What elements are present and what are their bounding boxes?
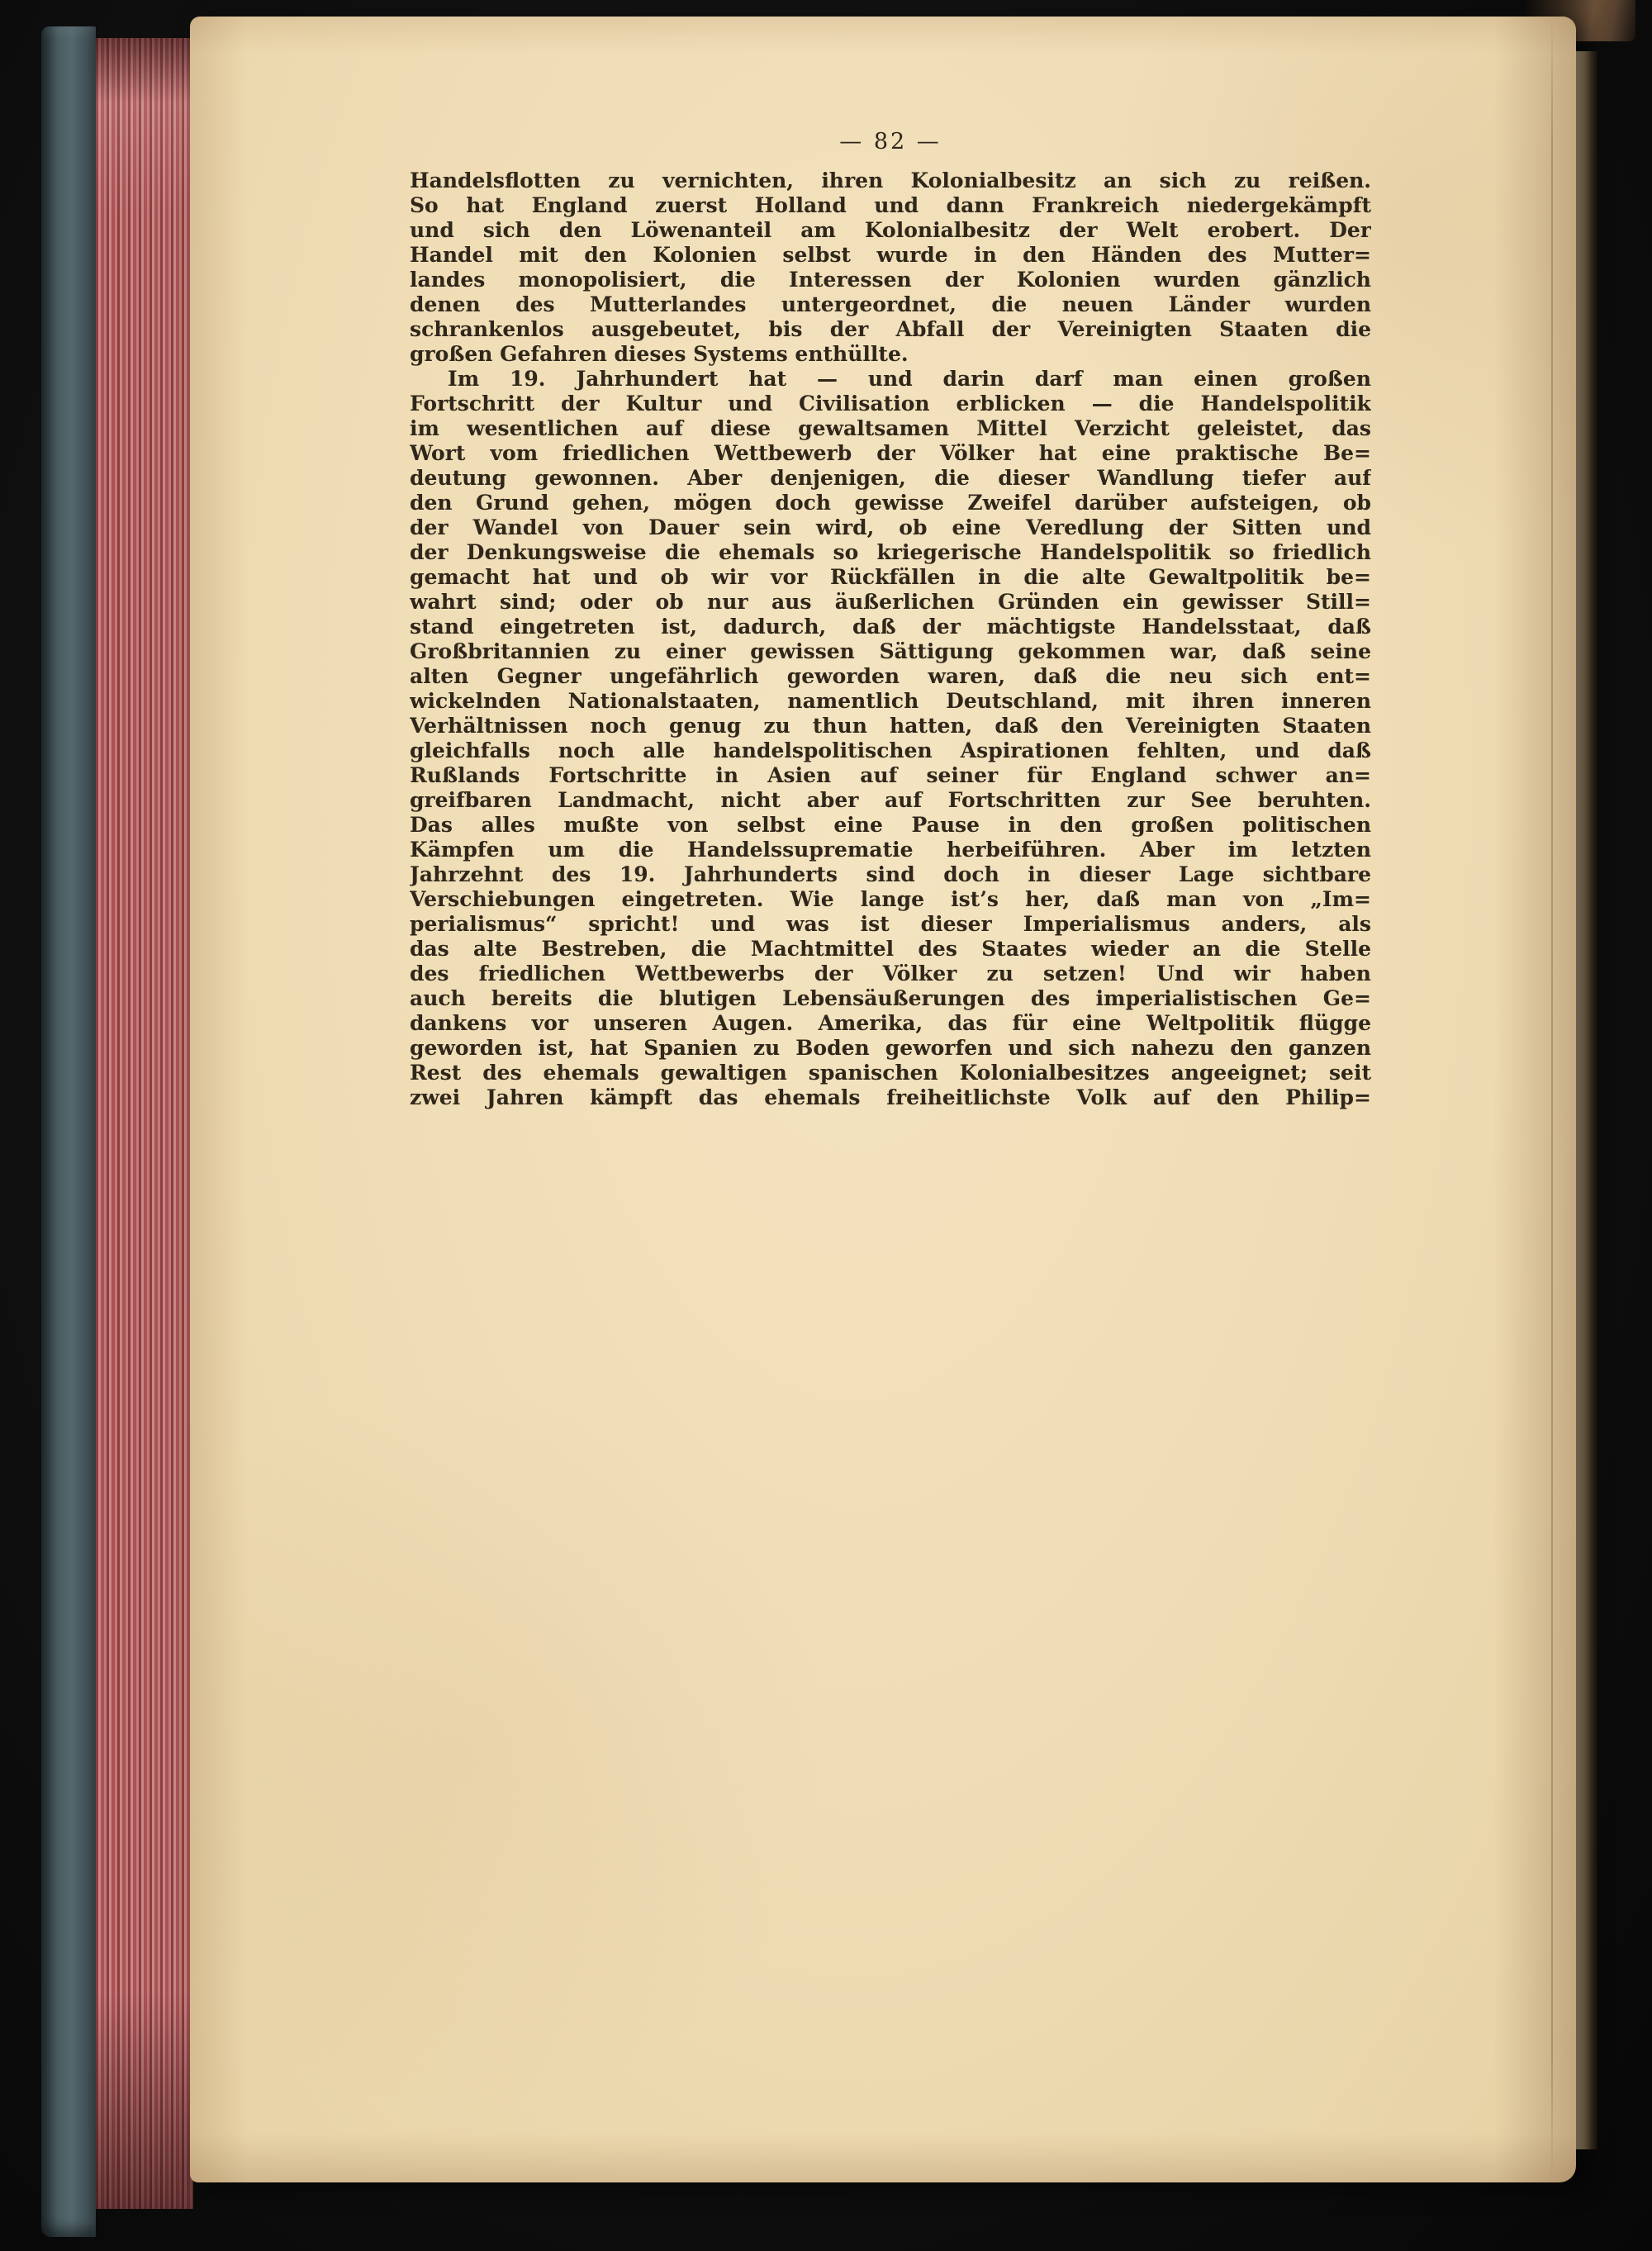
text-line: des friedlichen Wettbewerbs der Völker zu setzen! Und wir haben (410, 962, 1371, 985)
text-line: das alte Bestreben, die Machtmittel des Staates wieder an die Stelle (410, 937, 1371, 961)
text-line: Handelsflotten zu vernichten, ihren Kolonialbesitz an sich zu reißen. (410, 169, 1371, 192)
book-cover-spine (41, 26, 96, 2237)
text-line: Verschiebungen eingetreten. Wie lange ist’s her, daß man von „Im= (410, 887, 1371, 911)
text-line: alten Gegner ungefährlich geworden waren, daß die neu sich ent= (410, 664, 1371, 688)
page-number: — 82 — (839, 129, 942, 154)
text-line: Handel mit den Kolonien selbst wurde in den Händen des Mutter= (410, 243, 1371, 267)
text-line: deutung gewonnen. Aber denjenigen, die dieser Wandlung tiefer auf (410, 466, 1371, 490)
text-line: Jahrzehnt des 19. Jahrhunderts sind doch in dieser Lage sichtbare (410, 862, 1371, 886)
paragraph (410, 169, 1371, 367)
text-line: dankens vor unseren Augen. Amerika, das für eine Weltpolitik flügge (410, 1011, 1371, 1035)
underlying-page-edges (1574, 51, 1597, 2149)
text-line: gleichfalls noch alle handelspolitischen Aspirationen fehlten, und daß (410, 738, 1371, 762)
text-line: wahrt sind; oder ob nur aus äußerlichen Gründen ein gewisser Still= (410, 590, 1371, 614)
text-line: der Wandel von Dauer sein wird, ob eine Veredlung der Sitten und (410, 515, 1371, 539)
text-line: der Denkungsweise die ehemals so kriegerische Handelspolitik so friedlich (410, 540, 1371, 564)
text-line: wickelnden Nationalstaaten, namentlich Deutschland, mit ihren inneren (410, 689, 1371, 713)
text-line: großen Gefahren dieses Systems enthüllte. (410, 342, 909, 366)
text-line: geworden ist, hat Spanien zu Boden geworfen und sich nahezu den ganzen (410, 1036, 1371, 1060)
text-line: Fortschritt der Kultur und Civilisation erblicken — die Handelspolitik (410, 392, 1371, 416)
text-line: Rest des ehemals gewaltigen spanischen Kolonialbesitzes angeeignet; seit (410, 1061, 1371, 1085)
paragraph (410, 367, 1371, 1110)
page-crease (1551, 17, 1553, 2182)
text-line: denen des Mutterlandes untergeordnet, die neuen Länder wurden (410, 292, 1371, 316)
text-line: gemacht hat und ob wir vor Rückfällen in die alte Gewaltpolitik be= (410, 565, 1371, 589)
text-line: Das alles mußte von selbst eine Pause in den großen politischen (410, 813, 1371, 837)
page-fore-edges (96, 38, 193, 2209)
text-line: stand eingetreten ist, dadurch, daß der mächtigste Handelsstaat, daß (410, 615, 1371, 639)
text-line: Kämpfen um die Handelssuprematie herbeiführen. Aber im letzten (410, 838, 1371, 862)
text-line: den Grund gehen, mögen doch gewisse Zweifel darüber aufsteigen, ob (410, 491, 1371, 515)
text-line: zwei Jahren kämpft das ehemals freiheitlichste Volk auf den Philip= (410, 1085, 1371, 1109)
text-block (410, 169, 1371, 1110)
text-line: und sich den Löwenanteil am Kolonialbesitz der Welt erobert. Der (410, 218, 1371, 242)
text-line: greifbaren Landmacht, nicht aber auf Fortschritten zur See beruhten. (410, 788, 1371, 812)
text-line: Wort vom friedlichen Wettbewerb der Völker hat eine praktische Be= (410, 441, 1371, 465)
text-line: im wesentlichen auf diese gewaltsamen Mittel Verzicht geleistet, das (410, 416, 1371, 440)
text-line: So hat England zuerst Holland und dann Frankreich niedergekämpft (410, 193, 1371, 217)
text-line: schrankenlos ausgebeutet, bis der Abfall der Vereinigten Staaten die (410, 317, 1371, 341)
text-line: Großbritannien zu einer gewissen Sättigung gekommen war, daß seine (410, 639, 1371, 663)
text-line: landes monopolisiert, die Interessen der Kolonien wurden gänzlich (410, 268, 1371, 292)
text-line: Im 19. Jahrhundert hat — und darin darf man einen großen (448, 367, 1371, 391)
text-line: auch bereits die blutigen Lebensäußerungen des imperialistischen Ge= (410, 986, 1371, 1010)
text-line: perialismus“ spricht! und was ist dieser Imperialismus anders, als (410, 912, 1371, 936)
text-line: Rußlands Fortschritte in Asien auf seiner für England schwer an= (410, 763, 1371, 787)
text-line: Verhältnissen noch genug zu thun hatten, daß den Vereinigten Staaten (410, 714, 1371, 738)
book-page (190, 17, 1576, 2182)
